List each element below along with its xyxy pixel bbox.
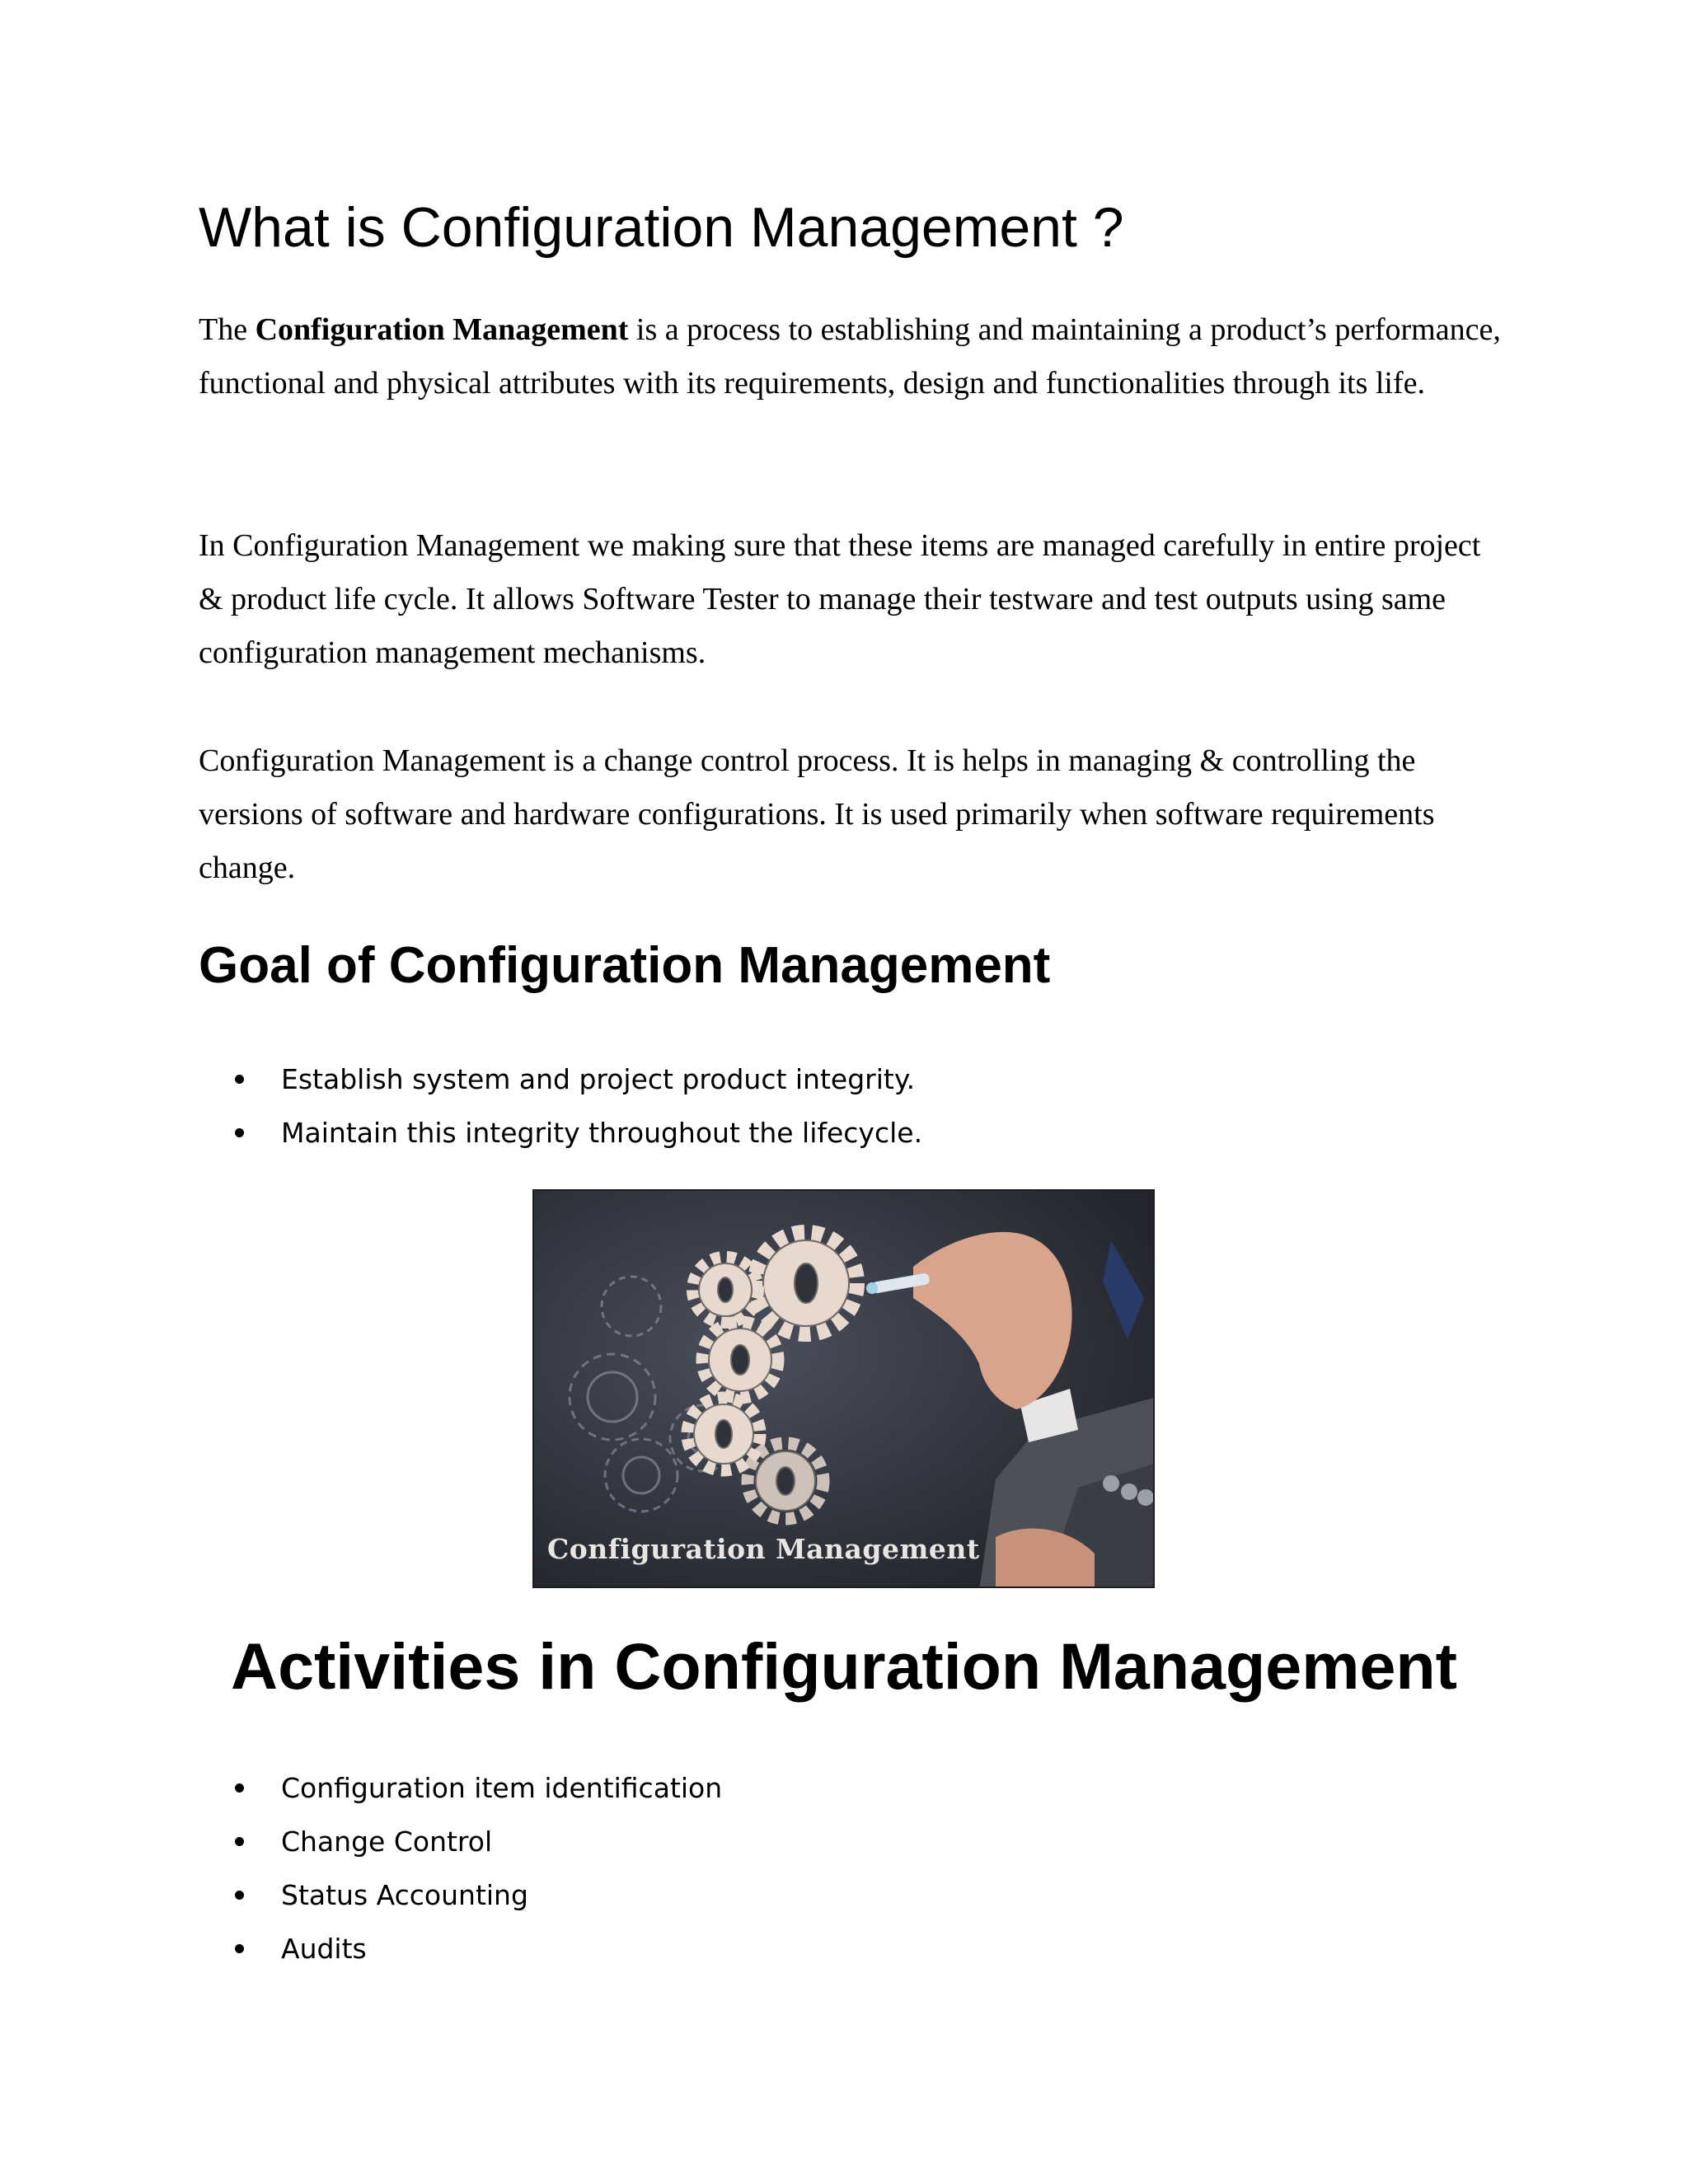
paragraph-3: Configuration Management is a change control process. It is helps in managing & controlling the versions of software and hardware configurations. It is used primarily when software requirements change. (199, 743, 1435, 885)
intro-prefix: The (199, 312, 256, 347)
intro-paragraph (199, 303, 1501, 410)
activity-list (0, 1761, 989, 1975)
bullet-icon (235, 1075, 244, 1084)
configuration-management-image (532, 1189, 1155, 1588)
intro-bold-term: Configuration Management (255, 312, 629, 347)
bullet-icon (235, 1128, 244, 1137)
bullet-icon (235, 1837, 244, 1846)
list-item-text: Establish system and project product integrity. (281, 1063, 916, 1095)
intro-rest: is a process to establishing and maintaining a product’s performance, functional and physical attributes with its requirements, design and functionalities through its life. (199, 312, 1501, 401)
page-title: What is Configuration Management ? (199, 196, 1124, 259)
gears-illustration (534, 1191, 1155, 1588)
list-item-text: Change Control (281, 1825, 493, 1858)
list-item-text: Audits (281, 1933, 367, 1965)
list-item-text: Maintain this integrity throughout the lifecycle. (281, 1117, 923, 1149)
goal-list (0, 1052, 989, 1160)
list-item (0, 1922, 989, 1975)
bullet-icon (235, 1944, 244, 1953)
goal-heading: Goal of Configuration Management (199, 937, 1051, 994)
bullet-icon (235, 1891, 244, 1900)
list-item-text: Configuration item identification (281, 1772, 723, 1804)
image-caption: Configuration Management (547, 1533, 980, 1565)
paragraph-2: In Configuration Management we making sure that these items are managed carefully in entire project & product life cycle. It allows Software Tester to manage their testware and test outputs using same configuration management mechanisms. (199, 528, 1481, 670)
bullet-icon (235, 1783, 244, 1793)
list-item (0, 1815, 989, 1868)
list-item (0, 1106, 989, 1160)
list-item-text: Status Accounting (281, 1879, 528, 1911)
list-item (0, 1052, 989, 1106)
list-item (0, 1761, 989, 1815)
list-item (0, 1868, 989, 1922)
activities-heading: Activities in Configuration Management (231, 1629, 1457, 1703)
